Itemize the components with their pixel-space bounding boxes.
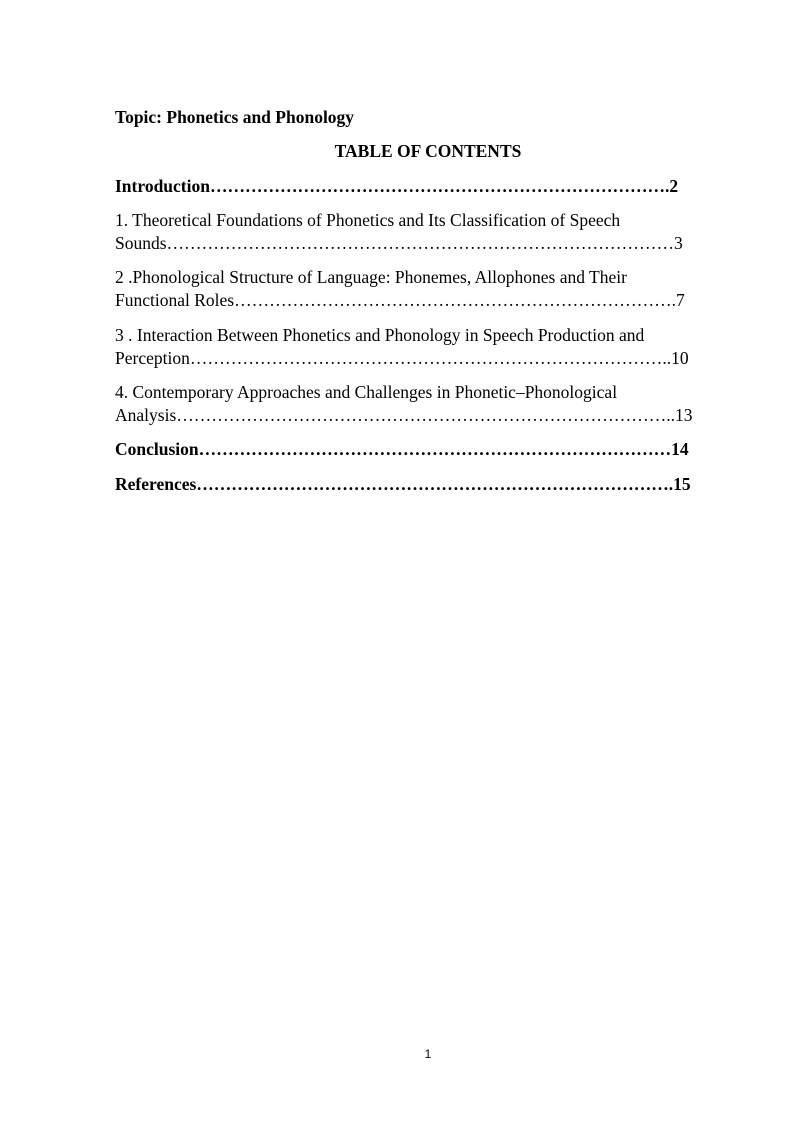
toc-entry-conclusion: Conclusion………………………………………………………………………14 [115, 439, 689, 459]
toc-heading: TABLE OF CONTENTS [334, 141, 522, 161]
toc-entry-3-line-1: 3 . Interaction Between Phonetics and Phonology in Speech Production and [115, 325, 645, 345]
toc-entry-3-line-2: Perception………………………………………………………………………..10 [115, 348, 689, 368]
toc-entry-2-line-1: 2 .Phonological Structure of Language: Phonemes, Allophones and Their [115, 267, 627, 287]
toc-entry-1-line-1: 1. Theoretical Foundations of Phonetics and Its Classification of Speech [115, 210, 621, 230]
toc-entry-4-line-1: 4. Contemporary Approaches and Challenges in Phonetic–Phonological [115, 382, 618, 402]
toc-entry-4-line-2: Analysis…………………………………………………………………………..13 [115, 405, 693, 425]
topic-title: Topic: Phonetics and Phonology [115, 107, 355, 127]
toc-entry-references: References……………………………………………………………………….15 [115, 474, 691, 494]
toc-entry-introduction: Introduction…………………………………………………………………….2 [115, 176, 679, 196]
toc-entry-2-line-2: Functional Roles………………………………………………………………….7 [115, 290, 685, 310]
toc-entry-1-line-2: Sounds……………………………………………………………………………3 [115, 233, 683, 253]
page-number: 1 [424, 1047, 432, 1061]
